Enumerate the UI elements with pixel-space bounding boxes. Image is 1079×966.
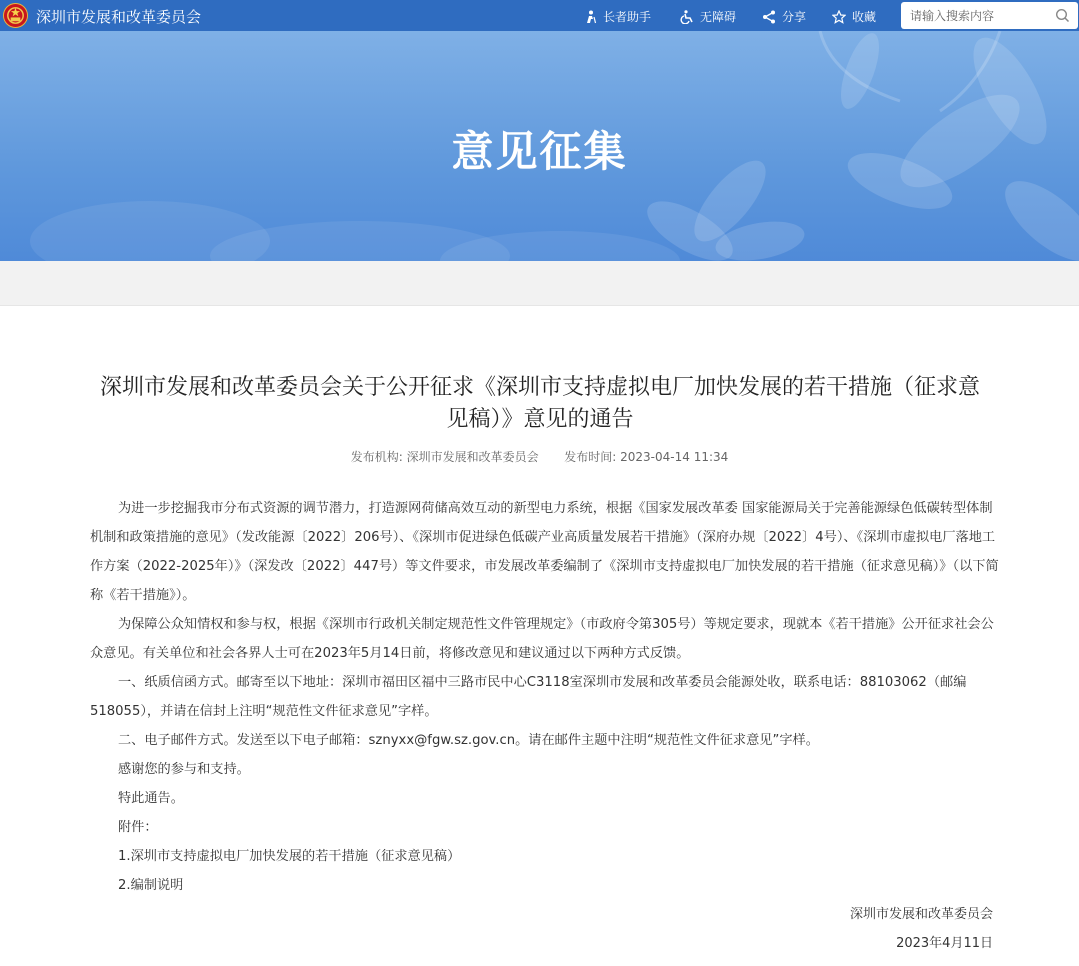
emblem-icon — [3, 3, 28, 28]
search-box — [901, 2, 1078, 29]
accessibility-button[interactable] — [680, 8, 736, 25]
site-name[interactable]: 深圳市发展和改革委员会 — [36, 8, 202, 26]
signature: 深圳市发展和改革委员会 — [849, 907, 993, 922]
share-label: 分享 — [782, 10, 807, 24]
banner — [0, 31, 1079, 261]
article-title: 深圳市发展和改革委员会关于公开征求《深圳市支持虚拟电厂加快发展的若干措施（征求意见稿）》意见的通告 — [99, 375, 980, 432]
elder-icon — [583, 10, 597, 24]
star-icon — [832, 10, 846, 24]
search-input[interactable] — [901, 2, 1046, 29]
paragraph: 一、纸质信函方式。邮寄至以下地址：深圳市福田区福中三路市民中心C3118室深圳市发展和改革委员会能源处收，联系电话：88103062（邮编518055），并请在信封上注明“规范性文件征求意见”字样。 — [90, 675, 967, 719]
accessible-label: 无障碍 — [700, 10, 737, 24]
favorite-label: 收藏 — [852, 10, 877, 24]
publish-time: 2023-04-14 11:34 — [620, 450, 729, 464]
share-icon — [762, 10, 776, 24]
share-button[interactable] — [762, 8, 806, 25]
content-panel — [0, 305, 1079, 966]
time-label: 发布时间: — [564, 450, 617, 464]
elder-label: 长者助手 — [603, 10, 652, 24]
attachments-label: 附件： — [118, 820, 158, 835]
banner-title: 意见征集 — [451, 127, 628, 176]
top-bar — [0, 0, 1079, 31]
sign-date: 2023年4月11日 — [896, 936, 993, 951]
publisher: 深圳市发展和改革委员会 — [406, 450, 539, 464]
paragraph: 二、电子邮件方式。发送至以下电子邮箱：sznyxx@fgw.sz.gov.cn。请在邮件主题中注明“规范性文件征求意见”字样。 — [118, 733, 819, 748]
attachment-link[interactable]: 2.编制说明 — [118, 878, 184, 893]
article-body — [90, 494, 1000, 900]
elder-assistant-button[interactable] — [583, 8, 651, 25]
article-meta — [0, 448, 1079, 465]
attachment-link[interactable]: 1.深圳市支持虚拟电厂加快发展的若干措施（征求意见稿） — [118, 849, 461, 864]
favorite-button[interactable] — [832, 8, 876, 25]
paragraph: 为保障公众知情权和参与权，根据《深圳市行政机关制定规范性文件管理规定》（市政府令第305号）等规定要求，现就本《若干措施》公开征求社会公众意见。有关单位和社会各界人士可在2023年5月14日前，将修改意见和建议通过以下两种方式反馈。 — [90, 617, 994, 661]
search-icon[interactable] — [1055, 8, 1070, 23]
paragraph: 感谢您的参与和支持。 — [118, 762, 250, 777]
paragraph: 为进一步挖掘我市分布式资源的调节潜力，打造源网荷储高效互动的新型电力系统，根据《国家发展改革委 国家能源局关于完善能源绿色低碳转型体制机制和政策措施的意见》（发改能源〔2022〕206号）、《深圳市促进绿色低碳产业高质量发展若干措施》（深府办规〔2022〕4号）、《深圳市虚拟电厂落地工作方案（2022-2025年）》（深发改〔2022〕447号）等文件要求，市发展改革委编制了《深圳市支持虚拟电厂加快发展的若干措施（征求意见稿）》（以下简称《若干措施》）。 — [90, 501, 999, 603]
publisher-label: 发布机构: — [350, 450, 403, 464]
paragraph: 特此通告。 — [118, 791, 184, 806]
accessible-icon — [680, 10, 694, 24]
